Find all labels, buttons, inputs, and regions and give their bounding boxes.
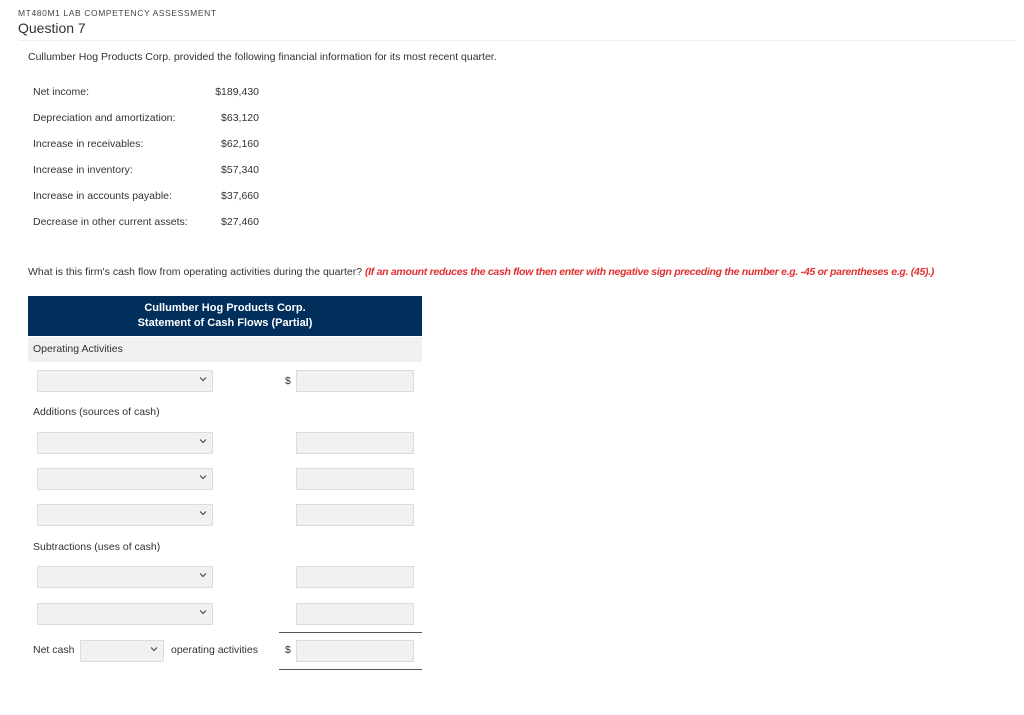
info-value-other-current-assets: $27,460 xyxy=(221,216,259,228)
amount-input-row-1[interactable] xyxy=(296,370,414,392)
info-label-inventory: Increase in inventory: xyxy=(33,164,133,176)
info-value-accounts-payable: $37,660 xyxy=(221,190,259,202)
chevron-down-icon xyxy=(150,645,158,653)
net-cash-amount-input[interactable] xyxy=(296,640,414,662)
dropdown-row-2[interactable] xyxy=(37,432,213,454)
dropdown-row-6[interactable] xyxy=(37,603,213,625)
net-cash-suffix: operating activities xyxy=(171,644,258,656)
amount-input-row-4[interactable] xyxy=(296,504,414,526)
chevron-down-icon xyxy=(199,608,207,616)
chevron-down-icon xyxy=(199,509,207,517)
currency-symbol: $ xyxy=(285,375,291,387)
question-title: Question 7 xyxy=(18,20,86,36)
subtotal-rule xyxy=(279,632,422,633)
question-prompt: What is this firm's cash flow from operating activities during the quarter? xyxy=(28,266,365,278)
net-cash-label: Net cash xyxy=(33,644,75,656)
assessment-label: MT480M1 LAB COMPETENCY ASSESSMENT xyxy=(18,8,217,18)
info-value-depreciation: $63,120 xyxy=(221,112,259,124)
info-label-other-current-assets: Decrease in other current assets: xyxy=(33,216,188,228)
amount-input-row-2[interactable] xyxy=(296,432,414,454)
info-value-inventory: $57,340 xyxy=(221,164,259,176)
amount-input-row-3[interactable] xyxy=(296,468,414,490)
intro-text: Cullumber Hog Products Corp. provided the following financial information for its most recent quarter. xyxy=(28,51,497,63)
operating-activities-label: Operating Activities xyxy=(33,343,123,355)
statement-title: Statement of Cash Flows (Partial) xyxy=(137,317,313,329)
operating-activities-band xyxy=(28,337,422,362)
info-value-net-income: $189,430 xyxy=(215,86,259,98)
chevron-down-icon xyxy=(199,473,207,481)
dropdown-row-5[interactable] xyxy=(37,566,213,588)
info-label-receivables: Increase in receivables: xyxy=(33,138,144,150)
subtractions-label: Subtractions (uses of cash) xyxy=(33,541,161,553)
additions-label: Additions (sources of cash) xyxy=(33,406,160,418)
total-rule xyxy=(279,669,422,670)
chevron-down-icon xyxy=(199,375,207,383)
info-value-receivables: $62,160 xyxy=(221,138,259,150)
amount-input-row-6[interactable] xyxy=(296,603,414,625)
amount-input-row-5[interactable] xyxy=(296,566,414,588)
currency-symbol: $ xyxy=(285,644,291,656)
question-text xyxy=(28,266,934,278)
chevron-down-icon xyxy=(199,437,207,445)
statement-header xyxy=(28,296,422,336)
dropdown-row-1[interactable] xyxy=(37,370,213,392)
question-instruction: (If an amount reduces the cash flow then enter with negative sign preceding the number e.g. -45 or parentheses e.g. (45).) xyxy=(364,266,935,278)
info-label-net-income: Net income: xyxy=(33,86,90,98)
net-cash-dropdown[interactable] xyxy=(80,640,164,662)
dropdown-row-3[interactable] xyxy=(37,468,213,490)
statement-company: Cullumber Hog Products Corp. xyxy=(144,302,306,314)
info-label-accounts-payable: Increase in accounts payable: xyxy=(33,190,172,202)
dropdown-row-4[interactable] xyxy=(37,504,213,526)
chevron-down-icon xyxy=(199,571,207,579)
info-label-depreciation: Depreciation and amortization: xyxy=(33,112,176,124)
